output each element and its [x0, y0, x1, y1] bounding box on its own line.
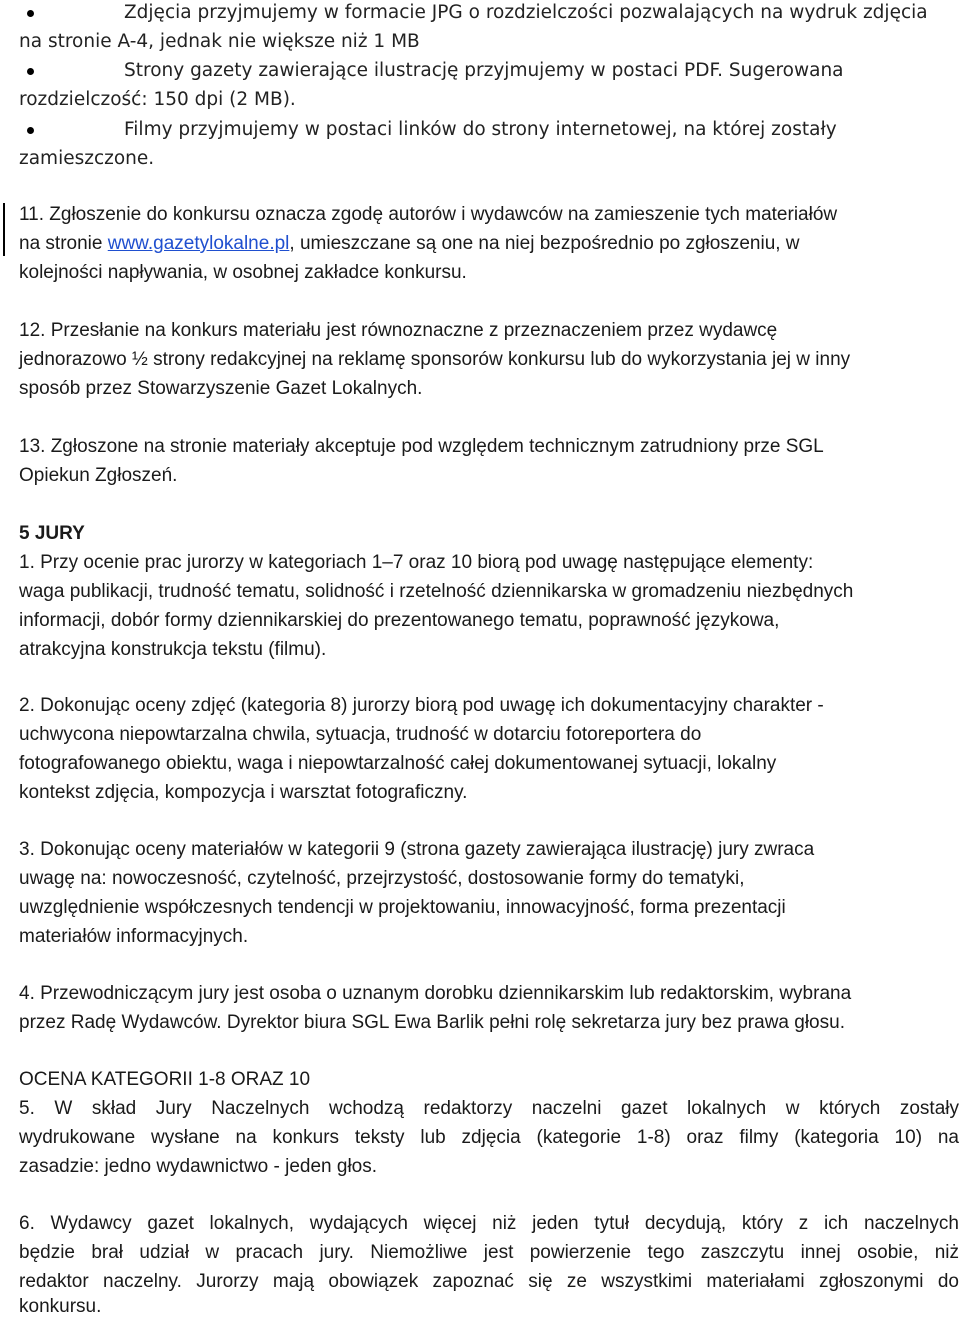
j3-line-3: uwzględnienie współczesnych tendencji w projektowaniu, innowacyjność, forma prezentacji [19, 897, 786, 918]
j6-line-2: będzie brał udział w pracach jury. Niemożliwe jest powierzenie tego zaszczytu innej osobie, niż [19, 1242, 959, 1263]
jury-heading: 5 JURY [19, 523, 85, 544]
p11-text-post: , umieszczane są one na niej bezpośrednio po zgłoszeniu, w [289, 233, 800, 254]
p13-line-2: Opiekun Zgłoszeń. [19, 465, 178, 486]
j5-line-1: 5. W skład Jury Naczelnych wchodzą redaktorzy naczelni gazet lokalnych w których zostały [19, 1098, 959, 1119]
p13-line-1: 13. Zgłoszone na stronie materiały akceptuje pod względem technicznym zatrudniony prze SGL [19, 436, 824, 457]
j2-line-4: kontekst zdjęcia, kompozycja i warsztat fotograficzny. [19, 782, 468, 803]
j6-line-1: 6. Wydawcy gazet lokalnych, wydających więcej niż jeden tytuł decydują, który z ich naczelnych [19, 1213, 959, 1234]
j1-line-1: 1. Przy ocenie prac jurorzy w kategoriach 1–7 oraz 10 biorą pod uwagę następujące elementy: [19, 552, 814, 573]
bullet-1-line-2: na stronie A-4, jednak nie większe niż 1 MB [19, 31, 420, 52]
j4-line-2: przez Radę Wydawców. Dyrektor biura SGL Ewa Barlik pełni rolę sekretarza jury bez prawa głosu. [19, 1012, 845, 1033]
bullet-1-line-1: Zdjęcia przyjmujemy w formacie JPG o rozdzielczości pozwalających na wydruk zdjęcia [124, 2, 928, 23]
bullet-icon [27, 127, 34, 134]
bullet-3-line-2: zamieszczone. [19, 148, 155, 169]
j3-line-1: 3. Dokonując oceny materiałów w kategorii 9 (strona gazety zawierająca ilustrację) jury zwraca [19, 839, 815, 860]
j6-line-3: redaktor naczelny. Jurorzy mają obowiązek zapoznać się ze wszystkimi materiałami zgłoszonymi do [19, 1271, 959, 1292]
p11-text-pre: na stronie [19, 233, 108, 254]
j3-line-4: materiałów informacyjnych. [19, 926, 249, 947]
bullet-2-line-1: Strony gazety zawierające ilustrację przyjmujemy w postaci PDF. Sugerowana [124, 60, 844, 81]
j1-line-2: waga publikacji, trudność tematu, solidność i rzetelność dziennikarska w gromadzeniu niezbędnych [19, 581, 854, 602]
j5-line-2: wydrukowane wysłane na konkurs teksty lub zdjęcia (kategorie 1-8) oraz filmy (kategoria 10) na [19, 1127, 959, 1148]
j6-line-4: konkursu. [19, 1296, 102, 1317]
j2-line-3: fotografowanego obiektu, waga i niepowtarzalność całej dokumentowanej sytuacji, lokalny [19, 753, 777, 774]
j1-line-3: informacji, dobór formy dziennikarskiej do prezentowanego tematu, poprawność językowa, [19, 610, 780, 631]
p11-line-1: 11. Zgłoszenie do konkursu oznacza zgodę autorów i wydawców na zamieszenie tych materiałów [19, 204, 838, 225]
j2-line-1: 2. Dokonując oceny zdjęć (kategoria 8) jurorzy biorą pod uwagę ich dokumentacyjny charakter - [19, 695, 824, 716]
p11-line-2 [19, 233, 800, 255]
p11-line-3: kolejności napływania, w osobnej zakładce konkursu. [19, 262, 467, 283]
bullet-3-line-1: Filmy przyjmujemy w postaci linków do strony internetowej, na której zostały [124, 119, 837, 140]
revision-change-bar [3, 203, 5, 256]
p12-line-3: sposób przez Stowarzyszenie Gazet Lokalnych. [19, 378, 423, 399]
j2-line-2: uchwycona niepowtarzalna chwila, sytuacja, trudność w dotarciu fotoreportera do [19, 724, 702, 745]
p12-line-1: 12. Przesłanie na konkurs materiału jest równoznaczne z przeznaczeniem przez wydawcę [19, 320, 778, 341]
bullet-icon [27, 68, 34, 75]
bullet-icon [27, 10, 34, 17]
p12-line-2: jednorazowo ½ strony redakcyjnej na reklamę sponsorów konkursu lub do wykorzystania jej w inny [19, 349, 851, 370]
j5-line-3: zasadzie: jedno wydawnictwo - jeden głos. [19, 1156, 378, 1177]
j3-line-2: uwagę na: nowoczesność, czytelność, przejrzystość, dostosowanie formy do tematyki, [19, 868, 745, 889]
j4-line-1: 4. Przewodniczącym jury jest osoba o uznanym dorobku dziennikarskim lub redaktorskim, wybrana [19, 983, 852, 1004]
gazetylokalne-link[interactable]: www.gazetylokalne.pl [107, 233, 290, 254]
bullet-2-line-2: rozdzielczość: 150 dpi (2 MB). [19, 89, 296, 110]
ocena-heading: OCENA KATEGORII 1-8 ORAZ 10 [19, 1069, 311, 1090]
j1-line-4: atrakcyjna konstrukcja tekstu (filmu). [19, 639, 327, 660]
